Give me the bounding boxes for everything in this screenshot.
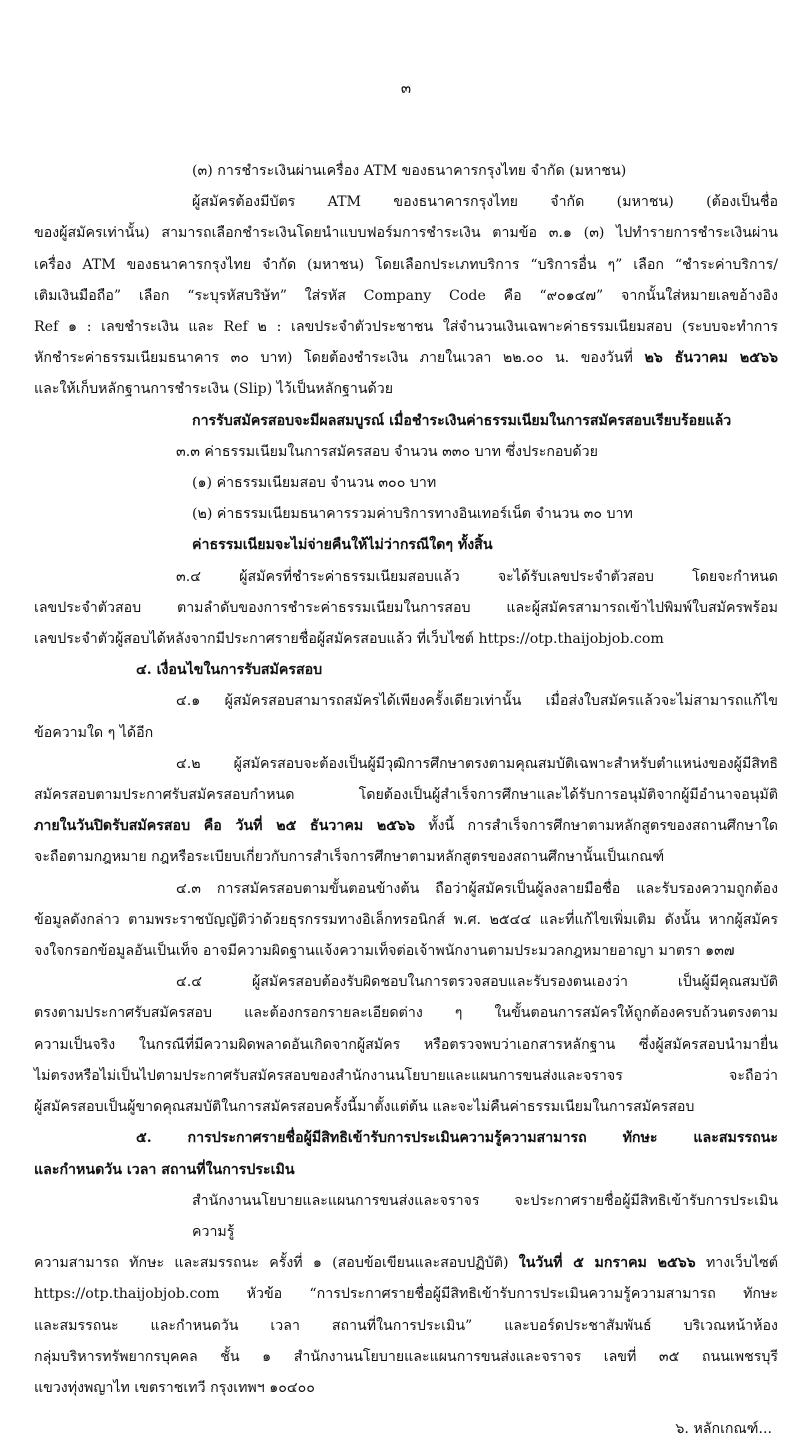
- s5-line-2: [34, 1248, 778, 1279]
- p42-line-1: ๔.๒ ผู้สมัครสอบจะต้องเป็นผู้มีวุฒิการศึกษาตรงตามคุณสมบัติเฉพาะสำหรับตำแหน่งของผู้มีสิทธิ: [176, 755, 778, 772]
- atm-line-1: ผู้สมัครต้องมีบัตร ATM ของธนาคารกรุงไทย จำกัด (มหาชน) (ต้องเป็นชื่อ: [192, 194, 778, 211]
- fee-item-2: (๒) ค่าธรรมเนียมธนาคารรวมค่าบริการทางอินเทอร์เน็ต จำนวน ๓๐ บาท: [192, 506, 633, 523]
- s34-line-2: เลขประจำตัวสอบ ตามลำดับของการชำระค่าธรรมเนียมในการสอบ และผู้สมัครสามารถเข้าไปพิมพ์ใบสมัครพร้อม: [34, 599, 778, 616]
- section-5-heading-1: ๕. การประกาศรายชื่อผู้มีสิทธิเข้ารับการประเมินความรู้ความสามารถ ทักษะ และสมรรถนะ: [136, 1130, 778, 1147]
- atm-line-2: ของผู้สมัครเท่านั้น) สามารถเลือกชำระเงินโดยนำแบบฟอร์มการชำระเงิน ตามข้อ ๓.๑ (๓) ไปทำรายการชำระเงินผ่าน: [34, 225, 778, 242]
- p42-line-3-text: ทั้งนี้ การสำเร็จการศึกษาตามหลักสูตรของสถานศึกษาใด: [414, 818, 778, 835]
- p44-line-1: ๔.๔ ผู้สมัครสอบต้องรับผิดชอบในการตรวจสอบและรับรองตนเองว่า เป็นผู้มีคุณสมบัติ: [176, 974, 778, 991]
- s34-line-1: ๓.๔ ผู้สมัครที่ชำระค่าธรรมเนียมสอบแล้ว จะได้รับเลขประจำตัวสอบ โดยจะกำหนด: [176, 568, 778, 585]
- fees-title: ๓.๓ ค่าธรรมเนียมในการสมัครสอบ จำนวน ๓๓๐ บาท ซึ่งประกอบด้วย: [176, 443, 598, 460]
- atm-line-7: และให้เก็บหลักฐานการชำระเงิน (Slip) ไว้เป็นหลักฐานด้วย: [34, 381, 394, 398]
- p44-line-5: ผู้สมัครสอบเป็นผู้ขาดคุณสมบัติในการสมัครสอบครั้งนี้มาตั้งแต่ต้น และจะไม่คืนค่าธรรมเนียมในการสมัครสอบ: [34, 1099, 695, 1116]
- payment-deadline: ๒๖ ธันวาคม ๒๕๖๖: [644, 350, 778, 367]
- s5-line-6: แขวงทุ่งพญาไท เขตราชเทวี กรุงเทพฯ ๑๐๔๐๐: [34, 1379, 315, 1396]
- atm-heading: (๓) การชำระเงินผ่านเครื่อง ATM ของธนาคารกรุงไทย จำกัด (มหาชน): [192, 163, 627, 179]
- announcement-date: ในวันที่ ๕ มกราคม ๒๕๖๖: [518, 1255, 696, 1272]
- atm-line-6-text: หักชำระค่าธรรมเนียมธนาคาร ๓๐ บาท) โดยต้องชำระเงิน ภายในเวลา ๒๒.๐๐ น. ของวันที่: [34, 350, 645, 367]
- s5-line-4: และสมรรถนะ และกำหนดวัน เวลา สถานที่ในการประเมิน” และบอร์ดประชาสัมพันธ์ บริเวณหน้าห้อง: [34, 1317, 778, 1334]
- continuation-note: ๖. หลักเกณฑ์...: [675, 1421, 772, 1438]
- p42-line-2: สมัครสอบตามประกาศรับสมัครสอบกำหนด โดยต้องเป็นผู้สำเร็จการศึกษาและได้รับการอนุมัติจากผู้มีอำนาจอนุมัติ: [34, 787, 778, 804]
- closing-date: ภายในวันปิดรับสมัครสอบ คือ วันที่ ๒๕ ธันวาคม ๒๕๖๖: [34, 818, 415, 835]
- fee-item-1: (๑) ค่าธรรมเนียมสอบ จำนวน ๓๐๐ บาท: [192, 475, 437, 492]
- p44-line-2: ตรงตามประกาศรับสมัครสอบ และต้องกรอกรายละเอียดต่าง ๆ ในขั้นตอนการสมัครให้ถูกต้องครบถ้วนตรงตาม: [34, 1005, 778, 1022]
- s34-line-3: เลขประจำตัวผู้สอบได้หลังจากมีประกาศรายชื่อผู้สมัครสอบแล้ว ที่เว็บไซต์ https://otp.thaijobjob.com: [34, 631, 664, 648]
- s5-line-5: กลุ่มบริหารทรัพยากรบุคคล ชั้น ๑ สำนักงานนโยบายและแผนการขนส่งและจราจร เลขที่ ๓๕ ถนนเพชรบุรี: [34, 1348, 778, 1365]
- s5-line-3: https://otp.thaijobjob.com หัวข้อ “การประกาศรายชื่อผู้มีสิทธิเข้ารับการประเมินความรู้ความสามารถ ทักษะ: [34, 1286, 778, 1303]
- s5-line-2-text: ความสามารถ ทักษะ และสมรรถนะ ครั้งที่ ๑ (สอบข้อเขียนและสอบปฏิบัติ): [34, 1255, 519, 1272]
- p42-line-3: [34, 811, 778, 842]
- atm-line-4: เติมเงินมือถือ” เลือก “ระบุรหัสบริษัท” ใส่รหัส Company Code คือ “๙๐๑๔๗” จากนั้นใส่หมายเลขอ้างอิง: [34, 287, 778, 304]
- atm-line-3: เครื่อง ATM ของธนาคารกรุงไทย จำกัด (มหาชน) โดยเลือกประเภทบริการ “บริการอื่น ๆ” เลือก “ชำระค่าบริการ/: [34, 256, 778, 273]
- document-body: [34, 156, 778, 1445]
- p44-line-3: ความเป็นจริง ในกรณีที่มีความผิดพลาดอันเกิดจากผู้สมัคร หรือตรวจพบว่าเอกสารหลักฐาน ซึ่งผู้สมัครสอบนำมายื่น: [34, 1036, 778, 1053]
- p42-line-4: จะถือตามกฎหมาย กฎหรือระเบียบเกี่ยวกับการสำเร็จการศึกษาตามหลักสูตรของสถานศึกษานั้นเป็นเกณฑ์: [34, 849, 665, 866]
- atm-line-5: Ref ๑ : เลขชำระเงิน และ Ref ๒ : เลขประจำตัวประชาชน ใส่จำนวนเงินเฉพาะค่าธรรมเนียมสอบ (ระบบจะทำการ: [34, 319, 778, 336]
- p41-line-2: ข้อความใด ๆ ได้อีก: [34, 724, 154, 741]
- p41-line-1: ๔.๑ ผู้สมัครสอบสามารถสมัครได้เพียงครั้งเดียวเท่านั้น เมื่อส่งใบสมัครแล้วจะไม่สามารถแก้ไข: [176, 693, 778, 710]
- page-number: ๓: [400, 79, 412, 97]
- atm-line-6: [34, 343, 778, 374]
- p43-line-3: จงใจกรอกข้อมูลอันเป็นเท็จ อาจมีความผิดฐานแจ้งความเท็จต่อเจ้าพนักงานตามประมวลกฎหมายอาญา มาตรา ๑๓๗: [34, 943, 735, 960]
- s5-line-2-tail: ทางเว็บไซต์: [695, 1255, 778, 1272]
- p43-line-1: ๔.๓ การสมัครสอบตามขั้นตอนข้างต้น ถือว่าผู้สมัครเป็นผู้ลงลายมือชื่อ และรับรองความถูกต้อง: [176, 880, 778, 897]
- section-5-heading-2: และกำหนดวัน เวลา สถานที่ในการประเมิน: [34, 1161, 295, 1178]
- p43-line-2: ข้อมูลดังกล่าว ตามพระราชบัญญัติว่าด้วยธุรกรรมทางอิเล็กทรอนิกส์ พ.ศ. ๒๕๔๔ และที่แก้ไขเพิ่มเติม ดังนั้น หากผู้สมัคร: [34, 911, 778, 928]
- p44-line-4: ไม่ตรงหรือไม่เป็นไปตามประกาศรับสมัครสอบของสำนักงานนโยบายและแผนการขนส่งและจราจร จะถือว่า: [34, 1067, 778, 1084]
- section-4-heading: ๔. เงื่อนไขในการรับสมัครสอบ: [136, 662, 323, 679]
- no-refund-note: ค่าธรรมเนียมจะไม่จ่ายคืนให้ไม่ว่ากรณีใดๆ ทั้งสิ้น: [192, 537, 493, 554]
- s5-line-1: สำนักงานนโยบายและแผนการขนส่งและจราจร จะประกาศรายชื่อผู้มีสิทธิเข้ารับการประเมินความรู้: [192, 1192, 778, 1240]
- complete-note: การรับสมัครสอบจะมีผลสมบูรณ์ เมื่อชำระเงินค่าธรรมเนียมในการสมัครสอบเรียบร้อยแล้ว: [192, 412, 732, 429]
